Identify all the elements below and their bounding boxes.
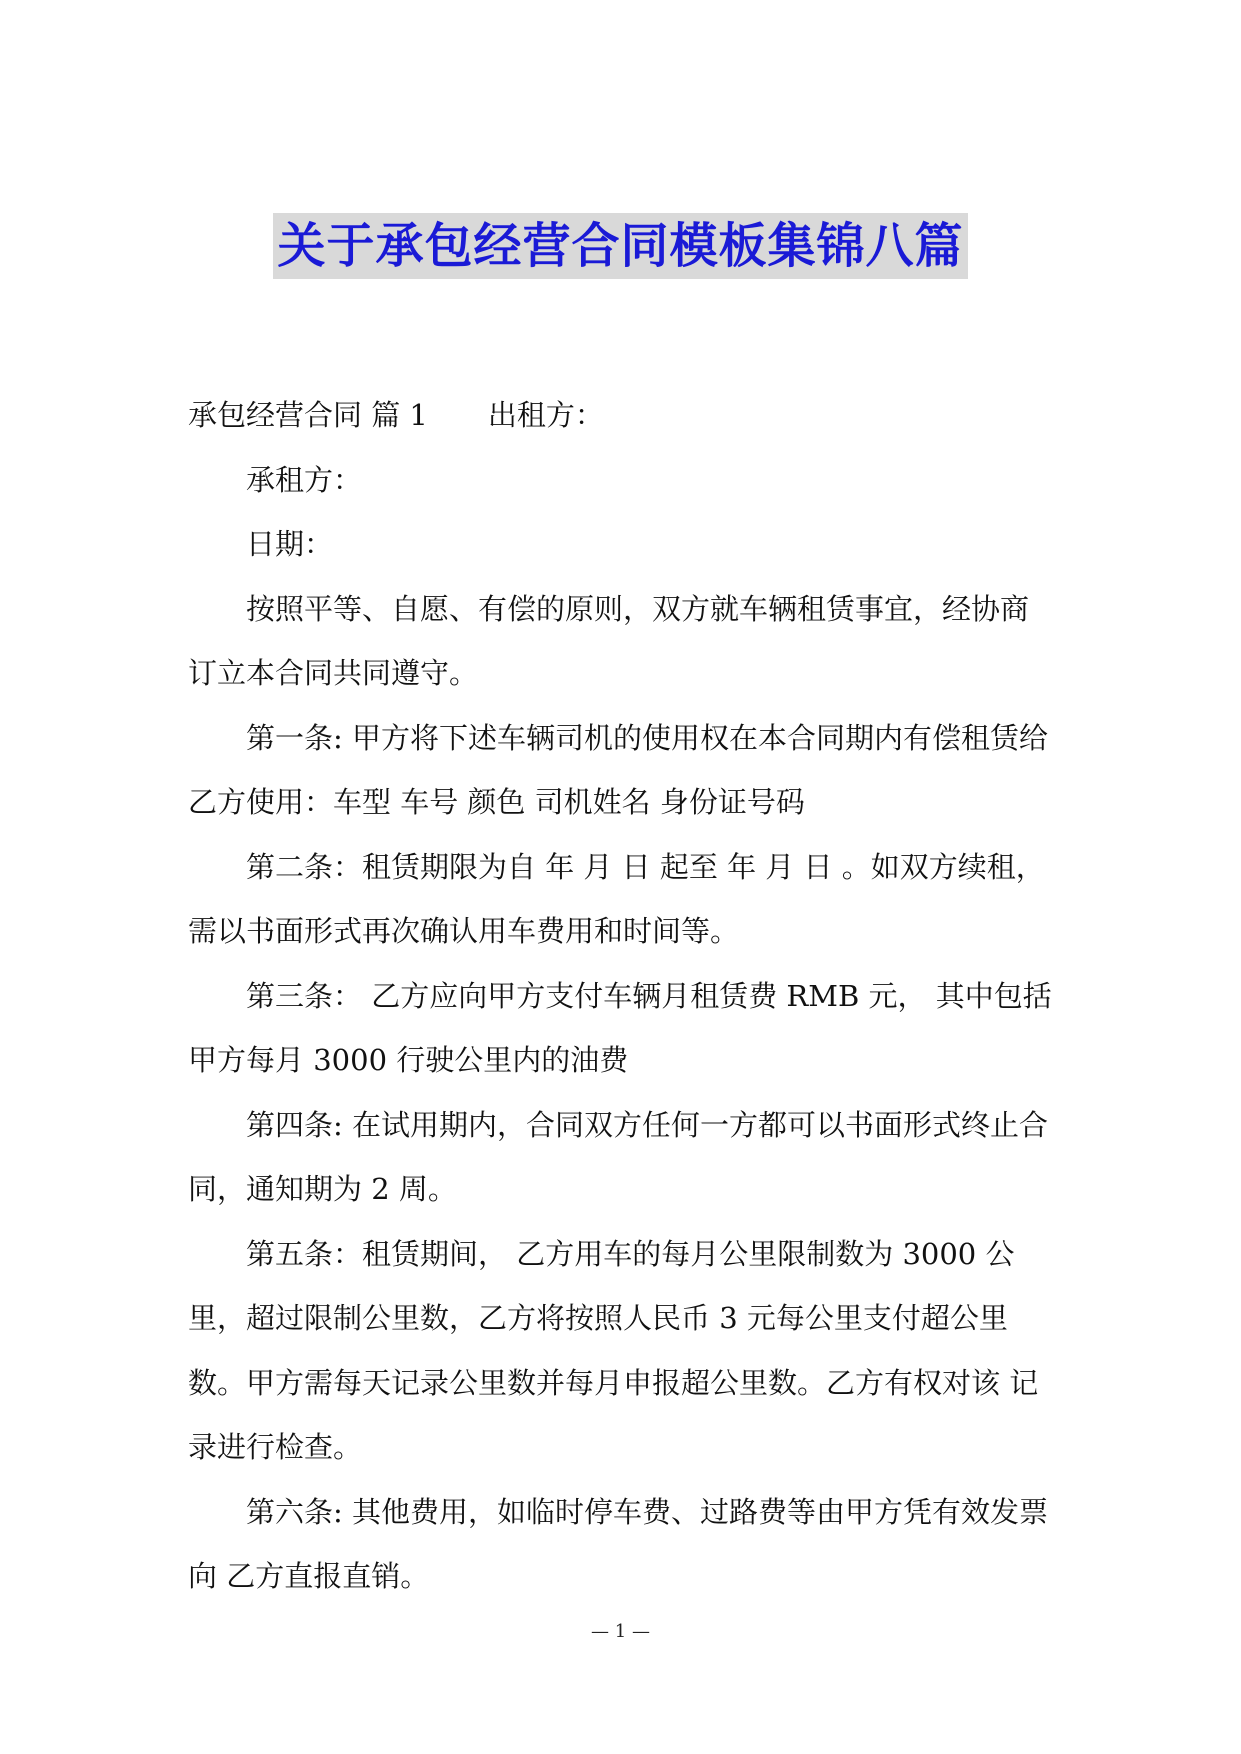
- date-label: 日期：: [246, 527, 334, 561]
- paragraph-article-5: 第五条：租赁期间， 乙方用车的每月公里限制数为 3000 公里，超过限制公里数，乙方将按照人民币 3 元每公里支付超公里数。甲方需每天记录公里数并每月申报超公里数。乙方有权对该 记录进行检查。: [188, 1236, 1039, 1464]
- paragraph-article-4: 第四条: 在试用期内，合同双方任何一方都可以书面形式终止合同，通知期为 2 周。: [188, 1107, 1048, 1206]
- paragraph-article-1: 第一条: 甲方将下述车辆司机的使用权在本合同期内有偿租赁给乙方使用：车型 车号 颜色 司机姓名 身份证号码: [188, 720, 1048, 819]
- page-number: — 1 —: [591, 1621, 650, 1642]
- heading-line: [188, 383, 1056, 448]
- paragraph-article-6: 第六条: 其他费用，如临时停车费、过路费等由甲方凭有效发票向 乙方直报直销。: [188, 1494, 1048, 1593]
- document-body: [188, 383, 1056, 1609]
- paragraph-preamble: 按照平等、自愿、有偿的原则，双方就车辆租赁事宜，经协商订立本合同共同遵守。: [188, 591, 1030, 690]
- title-container: [0, 213, 1241, 279]
- paragraph-article-2: 第二条：租赁期限为自 年 月 日 起至 年 月 日 。如双方续租，需以书面形式再次确认用车费用和时间等。: [188, 849, 1045, 948]
- document-title: 关于承包经营合同模板集锦八篇: [273, 213, 967, 279]
- section-heading: 承包经营合同 篇 1: [188, 398, 428, 432]
- paragraph-article-3: 第三条： 乙方应向甲方支付车辆月租赁费 RMB 元， 其中包括甲方每月 3000 行驶公里内的油费: [188, 978, 1052, 1077]
- lessee-label: 承租方：: [246, 462, 363, 497]
- lessor-label: 出租方：: [487, 398, 604, 432]
